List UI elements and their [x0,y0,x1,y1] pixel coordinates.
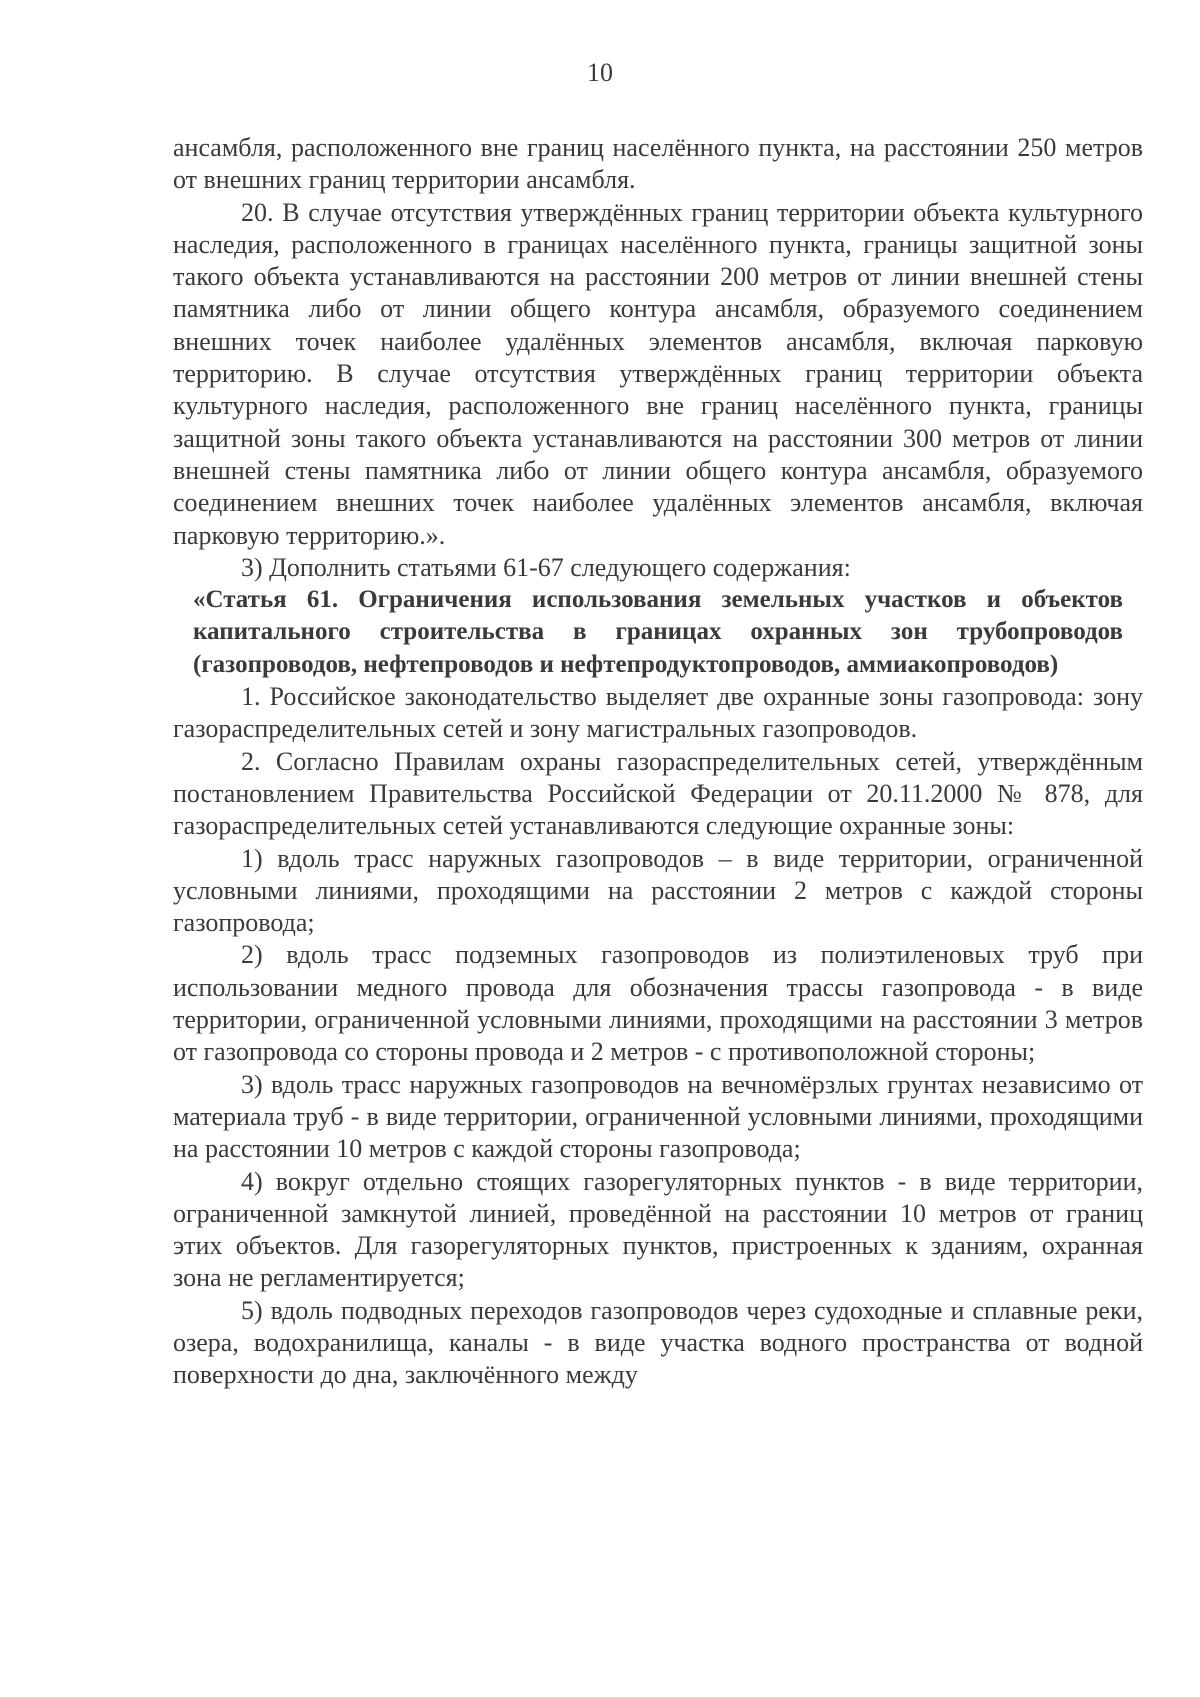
paragraph-item-20: 20. В случае отсутствия утверждённых границ территории объекта культурного наследия, расположенного в границах населённого пункта, границы защитной зоны такого объекта устанавливаются на расстоянии 200 метров от линии внешней стены памятника либо от линии общего контура ансамбля, образуемого соединением внешних точек наиболее удалённых элементов ансамбля, включая парковую территорию. В случае отсутствия утверждённых границ территории объекта культурного наследия, расположенного вне границ населённого пункта, границы защитной зоны такого объекта устанавливаются на расстоянии 300 метров от линии внешней стены памятника либо от линии общего контура ансамбля, образуемого соединением внешних точек наиболее удалённых элементов ансамбля, включая парковую территорию.». [173,197,1143,550]
paragraph-amendment-3: 3) Дополнить статьями 61-67 следующего содержания: [241,552,851,582]
page-number: 10 [587,58,613,87]
paragraph-subclause-4: 4) вокруг отдельно стоящих газорегуляторных пунктов - в виде территории, ограниченной замкнутой линией, проведённой на расстоянии 10 метров от границ этих объектов. Для газорегуляторных пунктов, пристроенных к зданиям, охранная зона не регламентируется; [173,1166,1143,1293]
paragraph-clause-1: 1. Российское законодательство выделяет две охранные зоны газопровода: зону газораспределительных сетей и зону магистральных газопроводов. [173,682,1143,744]
article-61-heading: «Статья 61. Ограничения использования земельных участков и объектов капитального строительства в границах охранных зон трубопроводов (газопроводов, нефтепроводов и нефтепродуктопроводов, аммиакопроводов) [193,586,1123,678]
paragraph-subclause-3: 3) вдоль трасс наружных газопроводов на вечномёрзлых грунтах независимо от материала труб - в виде территории, ограниченной условными линиями, проходящими на расстоянии 10 метров с каждой стороны газопровода; [173,1069,1143,1164]
document-body [173,132,1143,1392]
paragraph-continuation: ансамбля, расположенного вне границ населённого пункта, на расстоянии 250 метров от внешних границ территории ансамбля. [173,133,1143,195]
paragraph-clause-2: 2. Согласно Правилам охраны газораспределительных сетей, утверждённым постановлением Правительства Российской Федерации от 20.11.2000 № 878, для газораспределительных сетей устанавливаются следующие охранные зоны: [173,746,1143,841]
paragraph-subclause-2: 2) вдоль трасс подземных газопроводов из полиэтиленовых труб при использовании медного провода для обозначения трассы газопровода - в виде территории, ограниченной условными линиями, проходящими на расстоянии 3 метров от газопровода со стороны провода и 2 метров - с противоположной стороны; [173,940,1143,1067]
paragraph-subclause-1: 1) вдоль трасс наружных газопроводов – в виде территории, ограниченной условными линиями, проходящими на расстоянии 2 метров с каждой стороны газопровода; [173,843,1143,938]
paragraph-subclause-5: 5) вдоль подводных переходов газопроводов через судоходные и сплавные реки, озера, водохранилища, каналы - в виде участка водного пространства от водной поверхности до дна, заключённого между [173,1295,1143,1390]
